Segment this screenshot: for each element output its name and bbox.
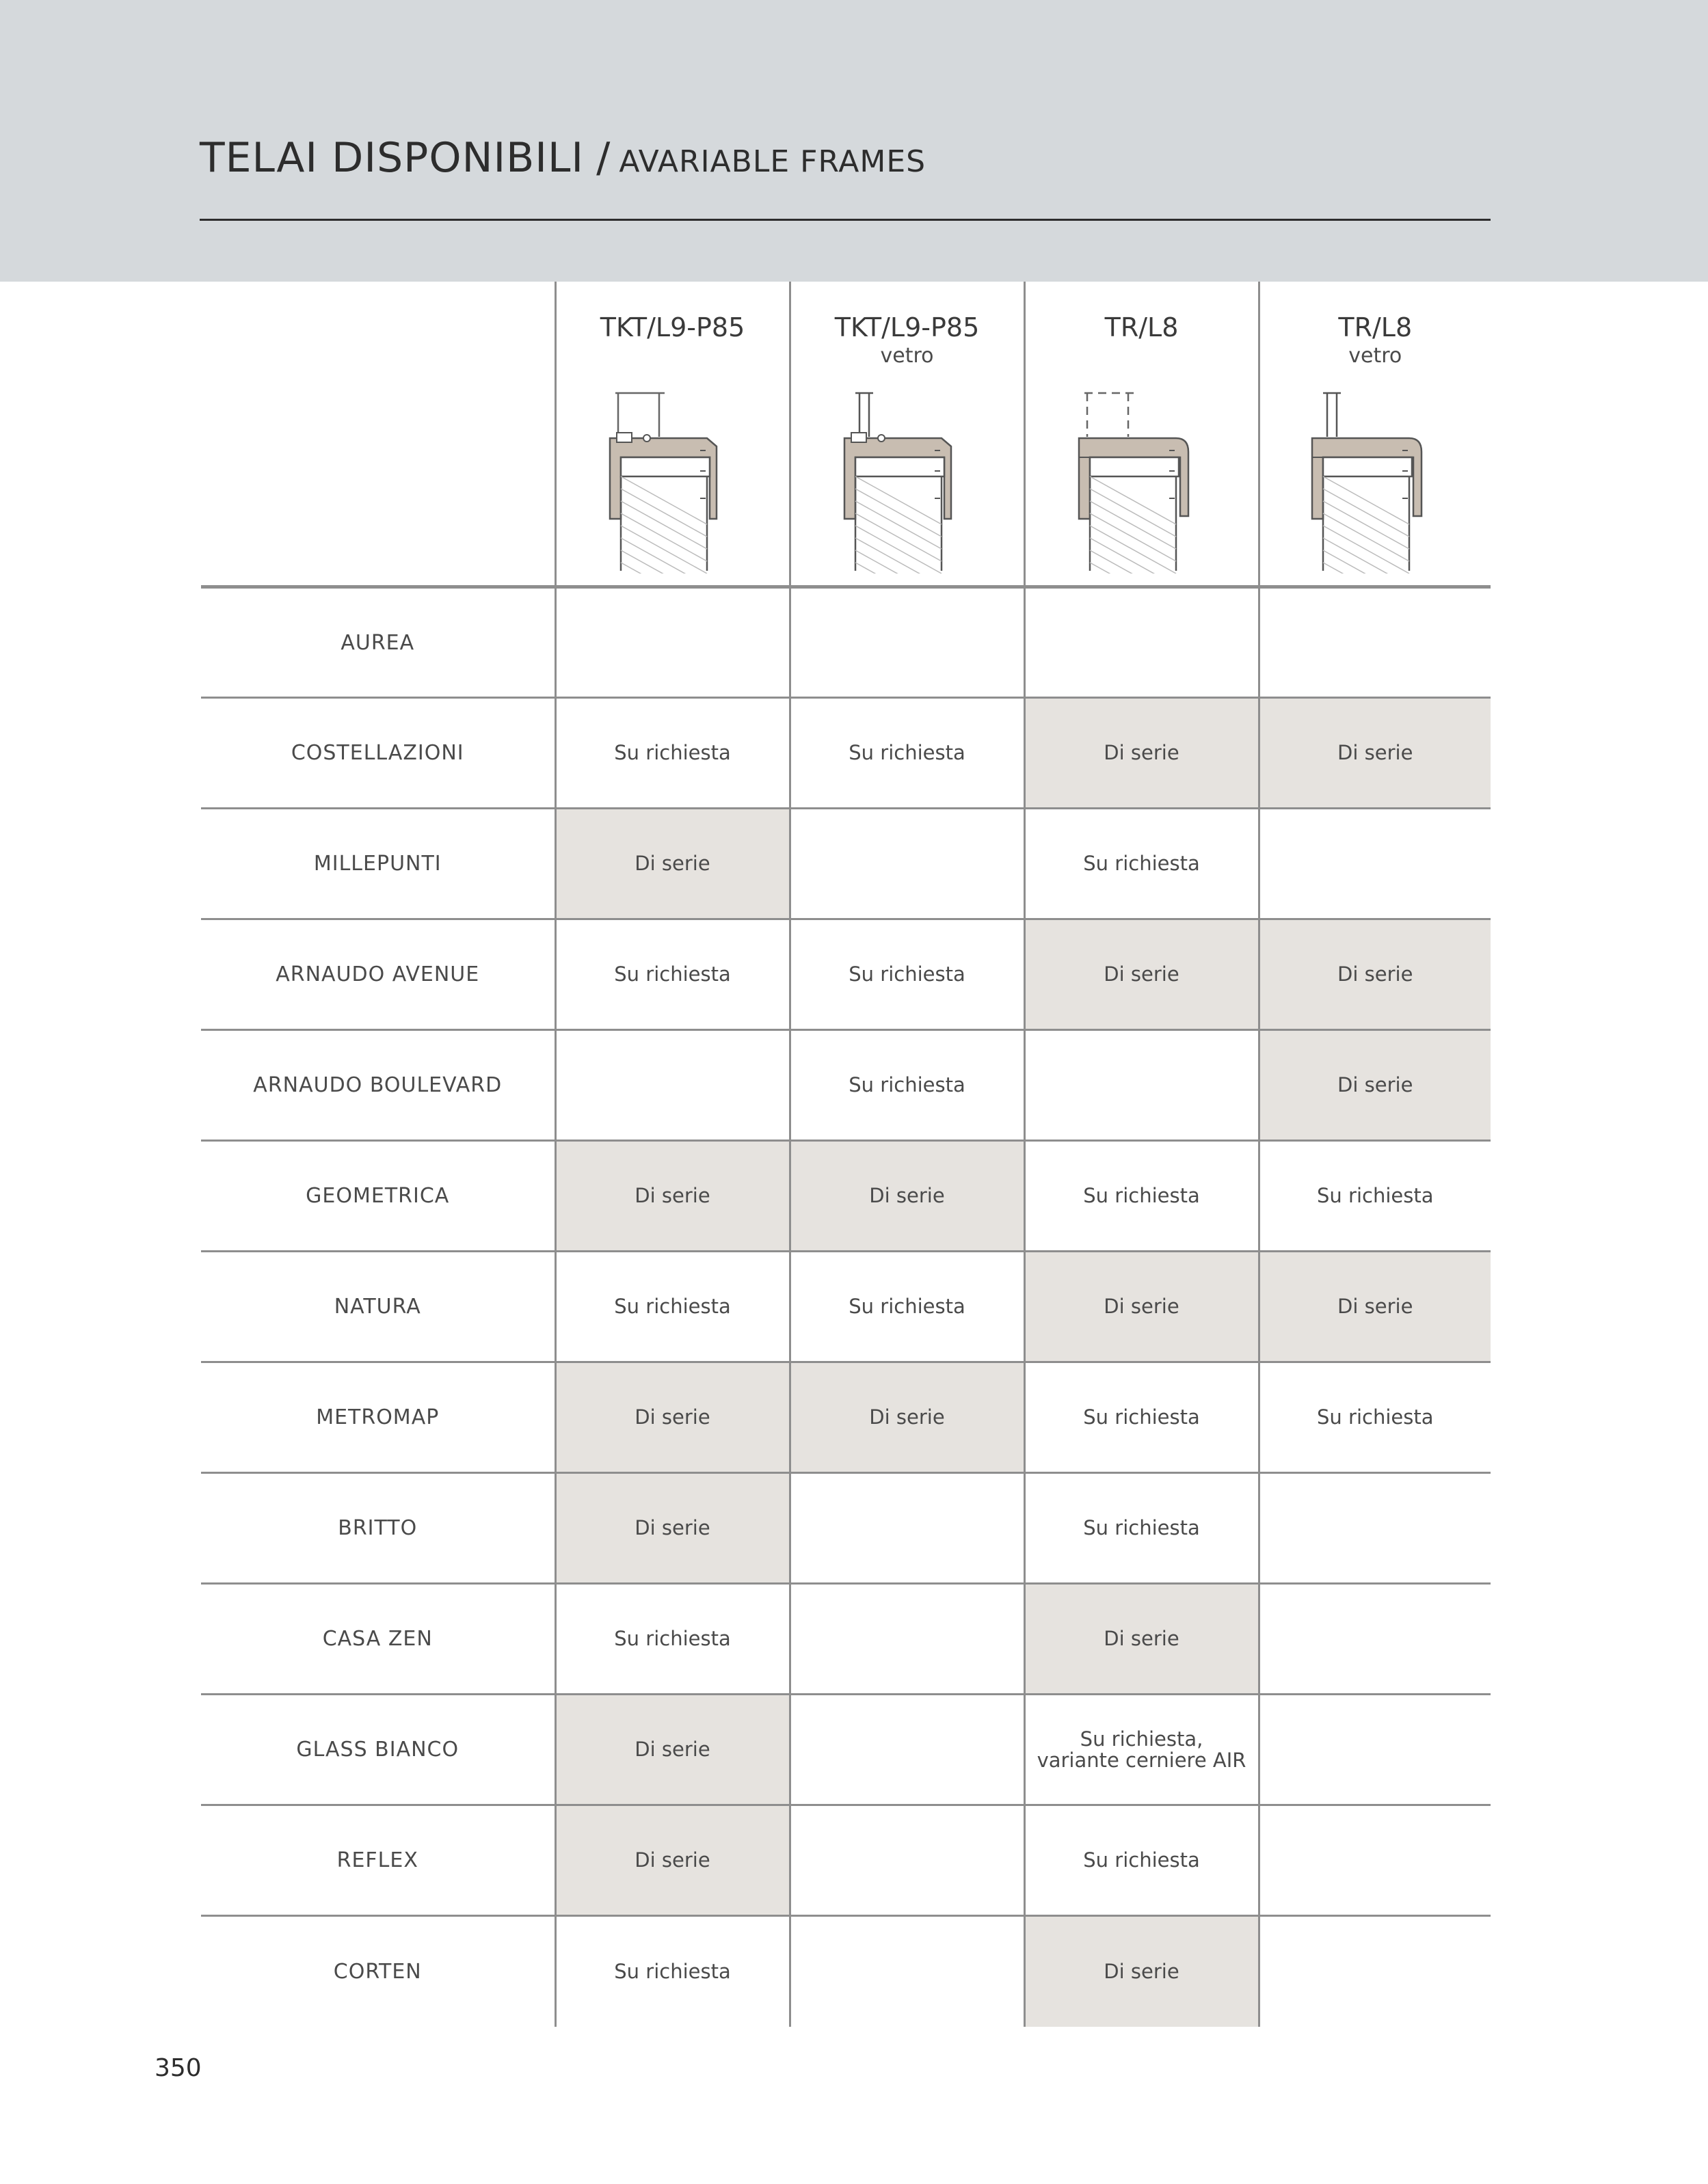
- availability-cell: Su richiesta, variante cerniere AIR: [1024, 1695, 1259, 1805]
- page-title-main: TELAI DISPONIBILI: [200, 134, 585, 182]
- table-row: [201, 1916, 1491, 2027]
- table-row: [201, 1805, 1491, 1916]
- row-label: REFLEX: [201, 1805, 555, 1916]
- availability-cell: Di serie: [555, 1473, 790, 1584]
- table-row: [201, 1141, 1491, 1252]
- availability-cell: [790, 1584, 1024, 1695]
- table-header-row: [201, 282, 1491, 587]
- column-code: TKT/L9-P85: [834, 312, 980, 342]
- availability-cell: [790, 587, 1024, 698]
- availability-cell: Di serie: [1024, 1584, 1259, 1695]
- column-subtitle: [557, 344, 789, 368]
- row-label: GLASS BIANCO: [201, 1695, 555, 1805]
- column-code: TR/L8: [1338, 312, 1413, 342]
- row-label: AUREA: [201, 587, 555, 698]
- availability-cell: [1259, 1473, 1491, 1584]
- availability-cell: [1024, 587, 1259, 698]
- availability-cell: Di serie: [555, 1141, 790, 1252]
- table-row: [201, 1584, 1491, 1695]
- column-header-4: [1259, 282, 1491, 587]
- availability-cell: Su richiesta: [790, 698, 1024, 809]
- availability-cell: Su richiesta: [790, 1252, 1024, 1362]
- column-subtitle: vetro: [880, 344, 934, 368]
- availability-cell: [790, 809, 1024, 919]
- availability-cell: [1259, 809, 1491, 919]
- availability-cell: [1259, 1916, 1491, 2027]
- tr-frame-profile-icon: [1073, 389, 1210, 574]
- column-header-3: [1024, 282, 1259, 587]
- column-header-2: [790, 282, 1024, 587]
- row-label: CORTEN: [201, 1916, 555, 2027]
- column-code: TKT/L9-P85: [600, 312, 745, 342]
- table-row: [201, 809, 1491, 919]
- row-label: METROMAP: [201, 1362, 555, 1473]
- availability-cell: Su richiesta: [555, 1252, 790, 1362]
- page-title-subtitle: AVARIABLE FRAMES: [619, 144, 926, 179]
- table-row: [201, 1030, 1491, 1141]
- availability-cell: Di serie: [1259, 919, 1491, 1030]
- row-label: BRITTO: [201, 1473, 555, 1584]
- row-label: MILLEPUNTI: [201, 809, 555, 919]
- page-number: 350: [155, 2054, 202, 2082]
- frames-availability-table: [201, 282, 1491, 2027]
- table-row: [201, 919, 1491, 1030]
- column-code: TR/L8: [1104, 312, 1179, 342]
- table-row: [201, 1473, 1491, 1584]
- column-header-1: [555, 282, 790, 587]
- availability-cell: [790, 1916, 1024, 2027]
- row-label: GEOMETRICA: [201, 1141, 555, 1252]
- availability-cell: Di serie: [1259, 698, 1491, 809]
- table-row: [201, 1362, 1491, 1473]
- availability-cell: Su richiesta: [1024, 1362, 1259, 1473]
- table-row: [201, 587, 1491, 698]
- tkt-frame-profile-icon: [604, 389, 741, 574]
- column-subtitle: [1026, 344, 1258, 368]
- availability-cell: Di serie: [555, 1362, 790, 1473]
- availability-cell: Su richiesta: [1259, 1141, 1491, 1252]
- availability-cell: Su richiesta: [1024, 1473, 1259, 1584]
- availability-cell: Su richiesta: [555, 1916, 790, 2027]
- availability-cell: Di serie: [1259, 1030, 1491, 1141]
- availability-cell: Di serie: [555, 809, 790, 919]
- row-label: COSTELLAZIONI: [201, 698, 555, 809]
- availability-cell: Di serie: [790, 1141, 1024, 1252]
- availability-cell: [790, 1805, 1024, 1916]
- availability-cell: Su richiesta: [790, 919, 1024, 1030]
- availability-cell: [1259, 587, 1491, 698]
- availability-cell: [555, 1030, 790, 1141]
- availability-cell: Su richiesta: [555, 1584, 790, 1695]
- availability-cell: Su richiesta: [1024, 1805, 1259, 1916]
- table-row: [201, 1252, 1491, 1362]
- row-label: NATURA: [201, 1252, 555, 1362]
- availability-cell: [1259, 1584, 1491, 1695]
- availability-cell: Su richiesta: [555, 919, 790, 1030]
- availability-cell: Di serie: [790, 1362, 1024, 1473]
- availability-cell: Di serie: [1024, 919, 1259, 1030]
- availability-cell: Su richiesta: [555, 698, 790, 809]
- page-title-separator: /: [596, 134, 611, 182]
- table-body: [201, 587, 1491, 2027]
- row-label: ARNAUDO AVENUE: [201, 919, 555, 1030]
- availability-cell: Su richiesta: [1024, 1141, 1259, 1252]
- column-subtitle: vetro: [1348, 344, 1402, 368]
- tr-vetro-frame-profile-icon: [1307, 389, 1443, 574]
- availability-cell: Di serie: [1024, 1916, 1259, 2027]
- availability-cell: Su richiesta: [1259, 1362, 1491, 1473]
- availability-cell: [1259, 1695, 1491, 1805]
- header-corner-cell: [201, 282, 555, 587]
- title-divider: [200, 219, 1491, 221]
- row-label: ARNAUDO BOULEVARD: [201, 1030, 555, 1141]
- availability-cell: Su richiesta: [1024, 809, 1259, 919]
- table-row: [201, 698, 1491, 809]
- availability-cell: [1259, 1805, 1491, 1916]
- availability-cell: Di serie: [1259, 1252, 1491, 1362]
- availability-cell: Di serie: [555, 1805, 790, 1916]
- availability-cell: [790, 1695, 1024, 1805]
- availability-cell: Su richiesta: [790, 1030, 1024, 1141]
- availability-cell: Di serie: [555, 1695, 790, 1805]
- availability-cell: Di serie: [1024, 1252, 1259, 1362]
- page-title: [200, 134, 926, 182]
- row-label: CASA ZEN: [201, 1584, 555, 1695]
- availability-cell: Di serie: [1024, 698, 1259, 809]
- availability-cell: [1024, 1030, 1259, 1141]
- availability-cell: [555, 587, 790, 698]
- availability-cell: [790, 1473, 1024, 1584]
- table-row: [201, 1695, 1491, 1805]
- tkt-vetro-frame-profile-icon: [839, 389, 976, 574]
